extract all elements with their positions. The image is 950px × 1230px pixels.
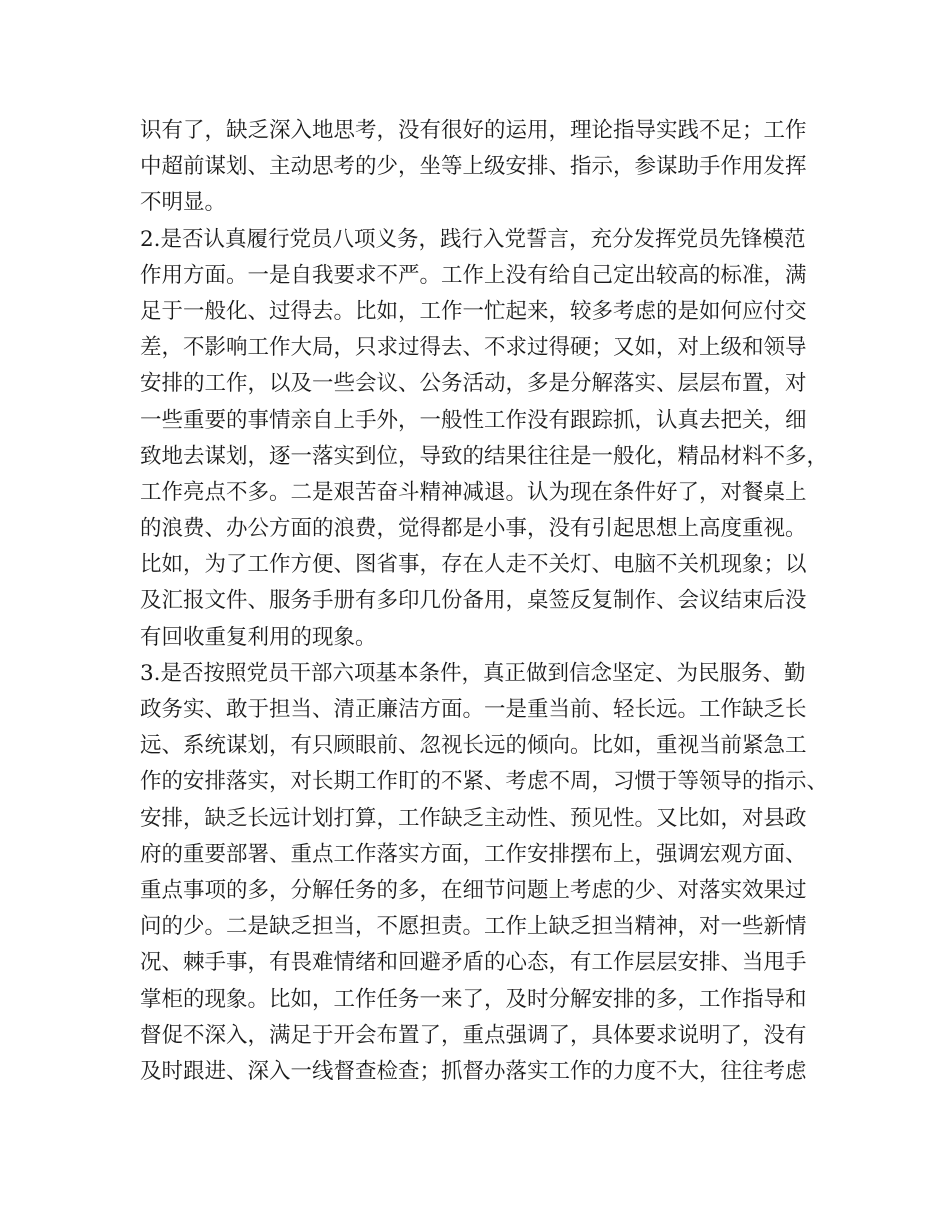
text-line: 中超前谋划、主动思考的少，坐等上级安排、指示，参谋助手作用发挥 <box>140 154 807 180</box>
text-line: 工作亮点不多。二是艰苦奋斗精神减退。认为现在条件好了，对餐桌上 <box>140 479 807 505</box>
text-line: 2.是否认真履行党员八项义务，践行入党誓言，充分发挥党员先锋模范 <box>140 226 806 252</box>
text-line: 及时跟进、深入一线督查检查；抓督办落实工作的力度不大，往往考虑 <box>140 1058 807 1084</box>
document-body <box>140 113 830 1090</box>
text-line: 及汇报文件、服务手册有多印几份备用，桌签反复制作、会议结束后没 <box>140 588 807 614</box>
text-line: 掌柜的现象。比如，工作任务一来了，及时分解安排的多，工作指导和 <box>140 986 807 1012</box>
text-line: 府的重要部署、重点工作落实方面，工作安排摆布上，强调宏观方面、 <box>140 841 807 867</box>
text-line: 安排的工作，以及一些会议、公务活动，多是分解落实、层层布置，对 <box>140 371 807 397</box>
text-line: 识有了，缺乏深入地思考，没有很好的运用，理论指导实践不足；工作 <box>140 118 807 143</box>
text-line: 一些重要的事情亲自上手外，一般性工作没有跟踪抓，认真去把关，细 <box>140 407 807 433</box>
text-line: 3.是否按照党员干部六项基本条件，真正做到信念坚定、为民服务、勤 <box>140 660 806 686</box>
text-line: 重点事项的多，分解任务的多，在细节问题上考虑的少、对落实效果过 <box>140 877 807 903</box>
text-line: 有回收重复利用的现象。 <box>140 624 377 650</box>
text-line: 远、系统谋划，有只顾眼前、忽视长远的倾向。比如，重视当前紧急工 <box>140 733 807 759</box>
text-line: 足于一般化、过得去。比如，工作一忙起来，较多考虑的是如何应付交 <box>140 298 807 324</box>
text-line: 督促不深入，满足于开会布置了，重点强调了，具体要求说明了，没有 <box>140 1022 807 1048</box>
text-line: 作用方面。一是自我要求不严。工作上没有给自己定出较高的标准，满 <box>140 262 807 288</box>
text-line: 作的安排落实，对长期工作盯的不紧、考虑不周，习惯于等领导的指示、 <box>140 769 829 795</box>
text-line: 政务实、敢于担当、清正廉洁方面。一是重当前、轻长远。工作缺乏长 <box>140 697 807 722</box>
text-line: 的浪费、办公方面的浪费，觉得都是小事，没有引起思想上高度重视。 <box>140 516 807 542</box>
text-line: 差，不影响工作大局，只求过得去、不求过得硬；又如，对上级和领导 <box>140 335 807 361</box>
text-line: 不明显。 <box>140 190 227 216</box>
text-line: 问的少。二是缺乏担当，不愿担责。工作上缺乏担当精神，对一些新情 <box>140 914 807 940</box>
text-line: 致地去谋划，逐一落实到位，导致的结果往往是一般化，精品材料不多， <box>140 443 829 469</box>
text-line: 安排，缺乏长远计划打算，工作缺乏主动性、预见性。又比如，对县政 <box>140 805 807 831</box>
text-line: 比如，为了工作方便、图省事，存在人走不关灯、电脑不关机现象；以 <box>140 552 807 578</box>
text-line: 况、棘手事，有畏难情绪和回避矛盾的心态，有工作层层安排、当甩手 <box>140 950 807 976</box>
